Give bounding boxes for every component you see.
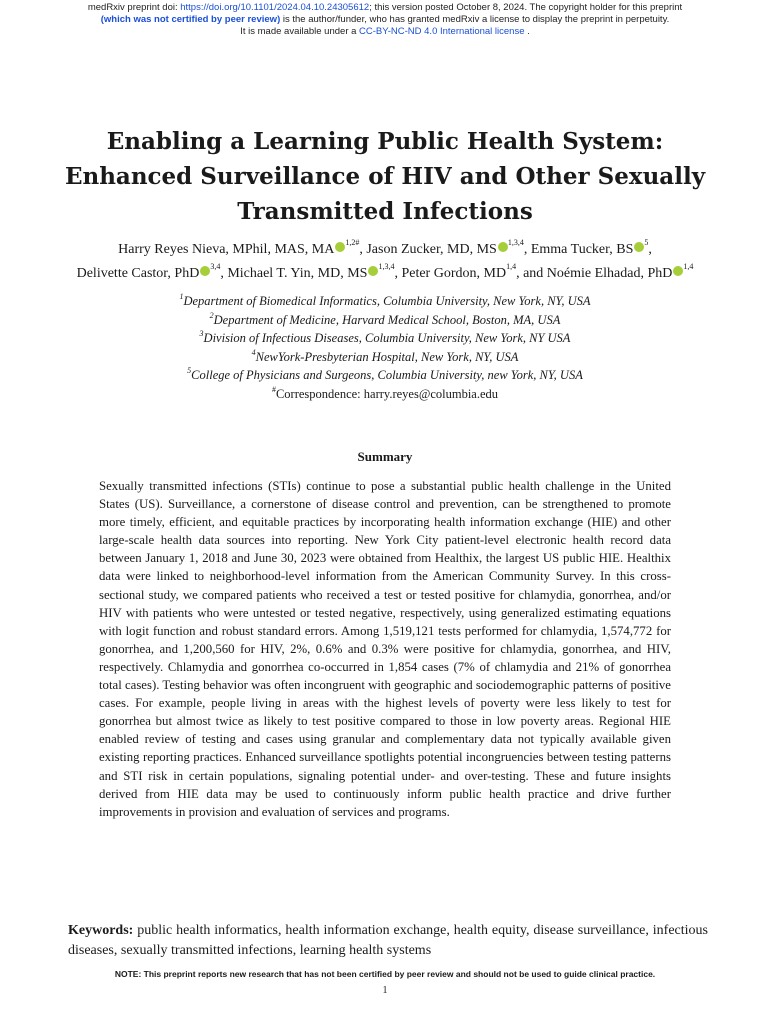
keywords	[68, 921, 708, 961]
preprint-header	[0, 2, 770, 38]
doi-link[interactable]: https://doi.org/10.1101/2024.04.10.24305612	[180, 2, 370, 13]
affiliation-text: NewYork-Presbyterian Hospital, New York, NY, USA	[255, 349, 519, 364]
correspondence	[60, 385, 710, 404]
orcid-icon[interactable]	[673, 266, 683, 276]
header-line-1	[0, 2, 770, 14]
author-separator: ,	[523, 242, 531, 257]
author-name: Jason Zucker, MD, MS	[366, 242, 497, 257]
author-name: Noémie Elhadad, PhD	[546, 266, 673, 281]
title-line-2: Enhanced Surveillance of HIV and Other Sexually	[64, 163, 706, 190]
affiliation	[60, 292, 710, 311]
header-line3-prefix: It is made available under a	[240, 26, 360, 37]
author-affil-sup: 1,4	[506, 262, 517, 271]
author-affil-sup: 1,2#	[345, 238, 360, 247]
author-affil-sup: 3,4	[210, 262, 221, 271]
affiliation	[60, 366, 710, 385]
correspondence-text: Correspondence: harry.reyes@columbia.edu	[275, 386, 499, 401]
author-affil-sup: 1,3,4	[378, 262, 395, 271]
author-affil-sup: 5	[644, 238, 649, 247]
keywords-label: Keywords:	[68, 923, 134, 938]
peer-review-notice: (which was not certified by peer review)	[100, 14, 281, 25]
affiliation-text: Department of Biomedical Informatics, Columbia University, New York, NY, USA	[183, 294, 591, 308]
keywords-text: public health informatics, health information exchange, health equity, disease surveillance, infectious diseases, sexually transmitted infections, learning health systems	[68, 923, 708, 958]
affiliation	[60, 329, 710, 348]
orcid-icon[interactable]	[634, 242, 644, 252]
summary-heading: Summary	[357, 449, 413, 464]
affiliation-text: Department of Medicine, Harvard Medical School, Boston, MA, USA	[213, 312, 561, 327]
header-line1-suffix: ; this version posted October 8, 2024. The copyright holder for this preprint	[369, 2, 683, 13]
author-affil-sup: 1,4	[683, 262, 694, 271]
affiliation-sup: 2	[209, 310, 214, 320]
author-separator: ,	[648, 242, 652, 257]
author-separator: ,	[394, 266, 402, 281]
affiliation-text: College of Physicians and Surgeons, Columbia University, new York, NY, USA	[191, 368, 583, 382]
author-line-1	[40, 238, 730, 262]
author-name: Delivette Castor, PhD	[76, 266, 200, 281]
author-name: Michael T. Yin, MD, MS	[227, 266, 368, 281]
orcid-icon[interactable]	[200, 266, 210, 276]
affiliation-sup: 4	[251, 347, 256, 357]
paper-title	[60, 124, 710, 229]
header-line2-rest: is the author/funder, who has granted medRxiv a license to display the preprint in perpetuity.	[280, 14, 670, 25]
header-line-2	[0, 14, 770, 26]
header-line-3	[0, 26, 770, 38]
orcid-icon[interactable]	[335, 242, 345, 252]
correspondence-sup: #	[271, 384, 276, 394]
author-line-2	[40, 262, 730, 286]
author-separator: , and	[516, 266, 547, 281]
affiliation	[60, 348, 710, 367]
author-name: Harry Reyes Nieva, MPhil, MAS, MA	[118, 242, 335, 257]
orcid-icon[interactable]	[498, 242, 508, 252]
author-name: Peter Gordon, MD	[401, 266, 507, 281]
author-separator: ,	[220, 266, 228, 281]
affiliation-text: Division of Infectious Diseases, Columbia University, New York, NY USA	[203, 331, 571, 345]
page-number: 1	[382, 985, 388, 996]
author-separator: ,	[359, 242, 367, 257]
affiliation	[60, 311, 710, 330]
author-name: Emma Tucker, BS	[530, 242, 634, 257]
header-doi-prefix: medRxiv preprint doi:	[87, 2, 181, 13]
preprint-note: NOTE: This preprint reports new research that has not been certified by peer review and should not be used to guide clinical practice.	[114, 969, 656, 979]
author-affil-sup: 1,3,4	[507, 238, 524, 247]
orcid-icon[interactable]	[368, 266, 378, 276]
affiliations	[60, 292, 710, 403]
summary-body: Sexually transmitted infections (STIs) continue to pose a substantial public health challenge in the United States (US). Surveillance, a cornerstone of disease control and prevention, can be strengthened to promote more timely, efficient, and equitable practices by incorporating health information exchange (HIE) and other large-scale health data sources into reporting. New York City patient-level electronic health record data between January 1, 2018 and June 30, 2023 were obtained from Healthix, the largest US public HIE. Healthix data were linked to neighborhood-level information from the American Community Survey. In this cross-sectional study, we compared patients who received a test or tested positive for chlamydia, gonorrhea, and/or HIV with patients who were untested or tested negative, respectively, using generalized estimating equations with logit function and robust standard errors. Among 1,519,121 tests performed for chlamydia, 1,574,772 for gonorrhea, and 1,200,560 for HIV, 2%, 0.6% and 0.3% were positive for chlamydia, gonorrhea, and HIV, respectively. Chlamydia and gonorrhea co-occurred in 1,854 cases (7% of chlamydia and 21% of gonorrhea total cases). Testing behavior was often incongruent with geographic and sociodemographic patterns of positive cases. For example, people living in areas with the highest levels of poverty were less likely to test for gonorrhea but almost twice as likely to test positive compared to those in low poverty areas. Regional HIE enabled review of testing and cases using granular and complementary data not typically available given existing reporting practices. Enhanced surveillance spotlights potential incongruencies between testing patterns and STI risk in certain populations, signaling potential under- and over-testing. These and future insights derived from HIE data may be used to continuously inform public health practice and drive further improvements in provision and evaluation of services and programs.	[99, 479, 671, 819]
affiliation-sup: 5	[187, 366, 192, 375]
title-line-3: Transmitted Infections	[237, 198, 533, 225]
affiliation-sup: 3	[199, 329, 204, 338]
license-link[interactable]: CC-BY-NC-ND 4.0 International license	[359, 26, 525, 37]
affiliation-sup: 1	[179, 292, 184, 301]
header-line3-suffix: .	[524, 26, 530, 37]
title-line-1: Enabling a Learning Public Health System:	[106, 128, 664, 155]
author-list	[40, 238, 730, 286]
